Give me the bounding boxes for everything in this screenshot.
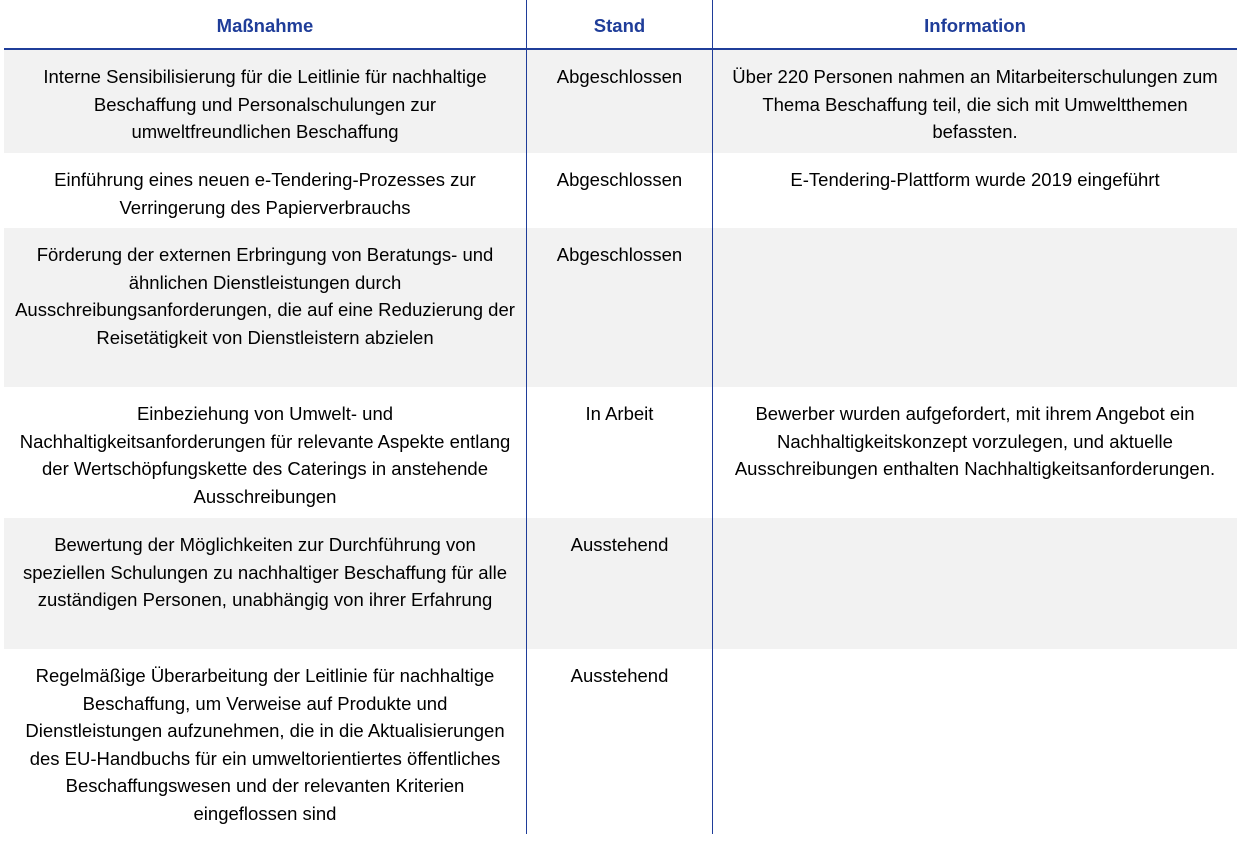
- measure-cell: Bewertung der Möglichkeiten zur Durchführung von speziellen Schulungen zu nachhaltiger Beschaffung für alle zuständigen Personen, unabhängig von ihrer Erfahrung: [4, 518, 526, 649]
- status-cell: Abgeschlossen: [526, 50, 712, 153]
- status-cell: In Arbeit: [526, 387, 712, 518]
- table-row: [4, 649, 1237, 834]
- table-row: [4, 153, 1237, 228]
- header-status: Stand: [526, 0, 712, 50]
- table-row: [4, 518, 1237, 649]
- table-row: [4, 387, 1237, 518]
- table-row: [4, 50, 1237, 153]
- information-cell: E-Tendering-Plattform wurde 2019 eingeführt: [712, 153, 1237, 228]
- table-header: [4, 0, 1237, 50]
- information-cell: [712, 518, 1237, 649]
- measures-table: [4, 0, 1237, 834]
- status-cell: Ausstehend: [526, 518, 712, 649]
- measure-cell: Regelmäßige Überarbeitung der Leitlinie für nachhaltige Beschaffung, um Verweise auf Produkte und Dienstleistungen aufzunehmen, die in die Aktualisierungen des EU-Handbuchs für ein umweltorientiertes öffentliches Beschaffungswesen und der relevanten Kriterien eingeflossen sind: [25, 665, 505, 824]
- status-cell: Abgeschlossen: [526, 153, 712, 228]
- status-cell: Abgeschlossen: [526, 228, 712, 387]
- information-cell: Über 220 Personen nahmen an Mitarbeiterschulungen zum Thema Beschaffung teil, die sich mit Umweltthemen befassten.: [712, 50, 1237, 153]
- measure-cell: Einbeziehung von Umwelt- und Nachhaltigkeitsanforderungen für relevante Aspekte entlang der Wertschöpfungskette des Caterings in anstehende Ausschreibungen: [19, 403, 511, 507]
- measure-cell: Einführung eines neuen e-Tendering-Prozesses zur Verringerung des Papierverbrauchs: [54, 169, 476, 218]
- information-cell: [712, 649, 1237, 834]
- measure-cell: Interne Sensibilisierung für die Leitlinie für nachhaltige Beschaffung und Personalschulungen zur umweltfreundlichen Beschaffung: [4, 50, 526, 153]
- table-row: [4, 228, 1237, 387]
- header-information: Information: [712, 0, 1237, 50]
- status-cell: Ausstehend: [526, 649, 712, 834]
- information-cell: Bewerber wurden aufgefordert, mit ihrem Angebot ein Nachhaltigkeitskonzept vorzulegen, und aktuelle Ausschreibungen enthalten Nachhaltigkeitsanforderungen.: [712, 387, 1237, 518]
- measure-cell: Förderung der externen Erbringung von Beratungs- und ähnlichen Dienstleistungen durch Ausschreibungsanforderungen, die auf eine Reduzierung der Reisetätigkeit von Dienstleistern abzielen: [4, 228, 526, 387]
- header-measure: Maßnahme: [4, 0, 526, 50]
- information-cell: [712, 228, 1237, 387]
